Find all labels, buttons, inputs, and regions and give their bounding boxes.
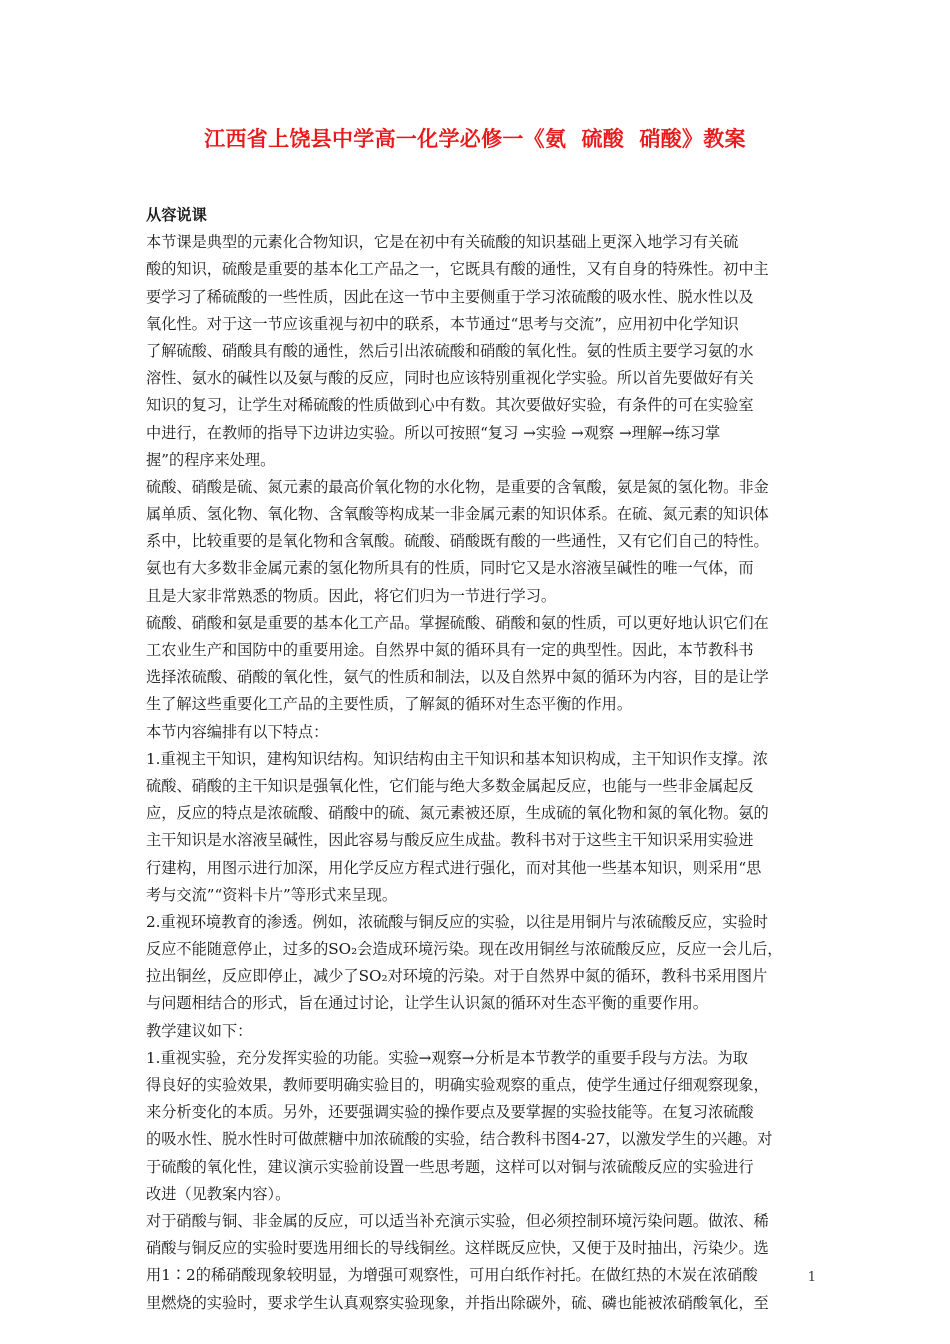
paragraph-line: 选择浓硫酸、硝酸的氧化性，氨气的性质和制法，以及自然界中氮的循环为内容，目的是让学 bbox=[146, 668, 769, 687]
paragraph-line: 应，反应的特点是浓硫酸、硝酸中的硫、氮元素被还原，生成硫的氧化物和氮的氧化物。氨的 bbox=[146, 804, 769, 823]
section-heading: 从容说课 bbox=[146, 206, 207, 224]
paragraph-line: 属单质、氢化物、氧化物、含氧酸等构成某一非金属元素的知识体系。在硫、氮元素的知识体 bbox=[146, 505, 769, 524]
paragraph-line: 得良好的实验效果，教师要明确实验目的，明确实验观察的重点，使学生通过仔细观察现象， bbox=[146, 1076, 769, 1094]
paragraph-line: 里燃烧的实验时，要求学生认真观察实验现象，并指出除碳外，硫、磷也能被浓硝酸氧化，至 bbox=[146, 1293, 769, 1312]
paragraph-line: 溶性、氨水的碱性以及氨与酸的反应，同时也应该特别重视化学实验。所以首先要做好有关 bbox=[146, 369, 754, 388]
paragraph-line: 本节内容编排有以下特点： bbox=[146, 722, 329, 741]
paragraph-line: 中进行，在教师的指导下边讲边实验。所以可按照“复习 →实验 →观察 →理解→练习掌 bbox=[146, 423, 721, 442]
paragraph-line: 工农业生产和国防中的重要用途。自然界中氮的循环具有一定的典型性。因此，本节教科书 bbox=[146, 641, 754, 659]
paragraph-line: 主干知识是水溶液呈碱性，因此容易与酸反应生成盐。教科书对于这些主干知识采用实验进 bbox=[146, 831, 754, 850]
paragraph-line: 知识的复习，让学生对稀硫酸的性质做到心中有数。其次要做好实验，有条件的可在实验室 bbox=[146, 396, 754, 415]
paragraph-line: 氨也有大多数非金属元素的氢化物所具有的性质，同时它又是水溶液呈碱性的唯一气体，而 bbox=[146, 559, 754, 578]
paragraph-line: 系中，比较重要的是氧化物和含氧酸。硫酸、硝酸既有酸的一些通性，又有它们自己的特性。 bbox=[146, 532, 769, 551]
paragraph-line: 考与交流”“资料卡片”等形式来呈现。 bbox=[146, 885, 398, 904]
paragraph-line: 要学习了稀硫酸的一些性质，因此在这一节中主要侧重于学习浓硫酸的吸水性、脱水性以及 bbox=[146, 287, 754, 306]
paragraph-line: 硫酸、硝酸和氨是重要的基本化工产品。掌握硫酸、硝酸和氨的性质，可以更好地认识它们在 bbox=[146, 613, 769, 632]
document-body bbox=[146, 202, 811, 1317]
paragraph-line: 来分析变化的本质。另外，还要强调实验的操作要点及要掌握的实验技能等。在复习浓硫酸 bbox=[146, 1103, 754, 1122]
page-number: 1 bbox=[807, 1270, 816, 1285]
paragraph-line: 拉出铜丝，反应即停止，减少了SO₂对环境的污染。对于自然界中氮的循环，教科书采用图片 bbox=[146, 967, 768, 986]
paragraph-line: 与问题相结合的形式，旨在通过讨论，让学生认识氮的循环对生态平衡的重要作用。 bbox=[146, 994, 708, 1013]
paragraph-line: 握”的程序来处理。 bbox=[146, 450, 276, 469]
document-title: 江西省上饶县中学高一化学必修一《氨 硫酸 硝酸》教案 bbox=[204, 126, 746, 151]
paragraph-line: 了解硫酸、硝酸具有酸的通性，然后引出浓硫酸和硝酸的氧化性。氨的性质主要学习氨的水 bbox=[146, 341, 754, 360]
paragraph-line: 硝酸与铜反应的实验时要选用细长的导线铜丝。这样既反应快，又便于及时抽出，污染少。选 bbox=[146, 1239, 769, 1258]
paragraph-line: 2.重视环境教育的渗透。例如，浓硫酸与铜反应的实验，以往是用铜片与浓硫酸反应，实验时 bbox=[146, 912, 768, 931]
paragraph-line: 酸的知识，硫酸是重要的基本化工产品之一，它既具有酸的通性，又有自身的特殊性。初中主 bbox=[146, 260, 769, 279]
paragraph-line: 反应不能随意停止，过多的SO₂会造成环境污染。现在改用铜丝与浓硫酸反应，反应一会儿后， bbox=[146, 940, 783, 959]
paragraph-line: 教学建议如下： bbox=[146, 1021, 253, 1040]
paragraph-line: 用1∶2的稀硝酸现象较明显，为增强可观察性，可用白纸作衬托。在做红热的木炭在浓硝酸 bbox=[146, 1266, 758, 1285]
paragraph-line: 改进（见教案内容）。 bbox=[146, 1184, 291, 1203]
paragraph-line: 硫酸、硝酸是硫、氮元素的最高价氧化物的水化物，是重要的含氧酸，氨是氮的氢化物。非金 bbox=[146, 477, 769, 496]
paragraph-line: 氧化性。对于这一节应该重视与初中的联系，本节通过“思考与交流”，应用初中化学知识 bbox=[146, 314, 739, 333]
paragraph-line: 的吸水性、脱水性时可做蔗糖中加浓硫酸的实验，结合教科书图4-27，以激发学生的兴趣。对 bbox=[146, 1130, 773, 1149]
paragraph-line: 生了解这些重要化工产品的主要性质，了解氮的循环对生态平衡的作用。 bbox=[146, 695, 632, 714]
paragraph-line: 本节课是典型的元素化合物知识，它是在初中有关硫酸的知识基础上更深入地学习有关硫 bbox=[146, 233, 739, 252]
paragraph-line: 于硫酸的氧化性，建议演示实验前设置一些思考题，这样可以对铜与浓硫酸反应的实验进行 bbox=[146, 1157, 754, 1176]
paragraph-line: 对于硝酸与铜、非金属的反应，可以适当补充演示实验，但必须控制环境污染问题。做浓、稀 bbox=[146, 1211, 769, 1230]
paragraph-line: 1.重视主干知识，建构知识结构。知识结构由主干知识和基本知识构成，主干知识作支撑。浓 bbox=[146, 749, 768, 768]
paragraph-line: 硫酸、硝酸的主干知识是强氧化性，它们能与绝大多数金属起反应，也能与一些非金属起反 bbox=[146, 776, 754, 795]
paragraph-line: 且是大家非常熟悉的物质。因此，将它们归为一节进行学习。 bbox=[146, 586, 557, 605]
paragraph-line: 1.重视实验，充分发挥实验的功能。实验→观察→分析是本节教学的重要手段与方法。为取 bbox=[146, 1048, 748, 1067]
paragraph-line: 行建构，用图示进行加深，用化学反应方程式进行强化，而对其他一些基本知识，则采用“思 bbox=[146, 858, 762, 877]
